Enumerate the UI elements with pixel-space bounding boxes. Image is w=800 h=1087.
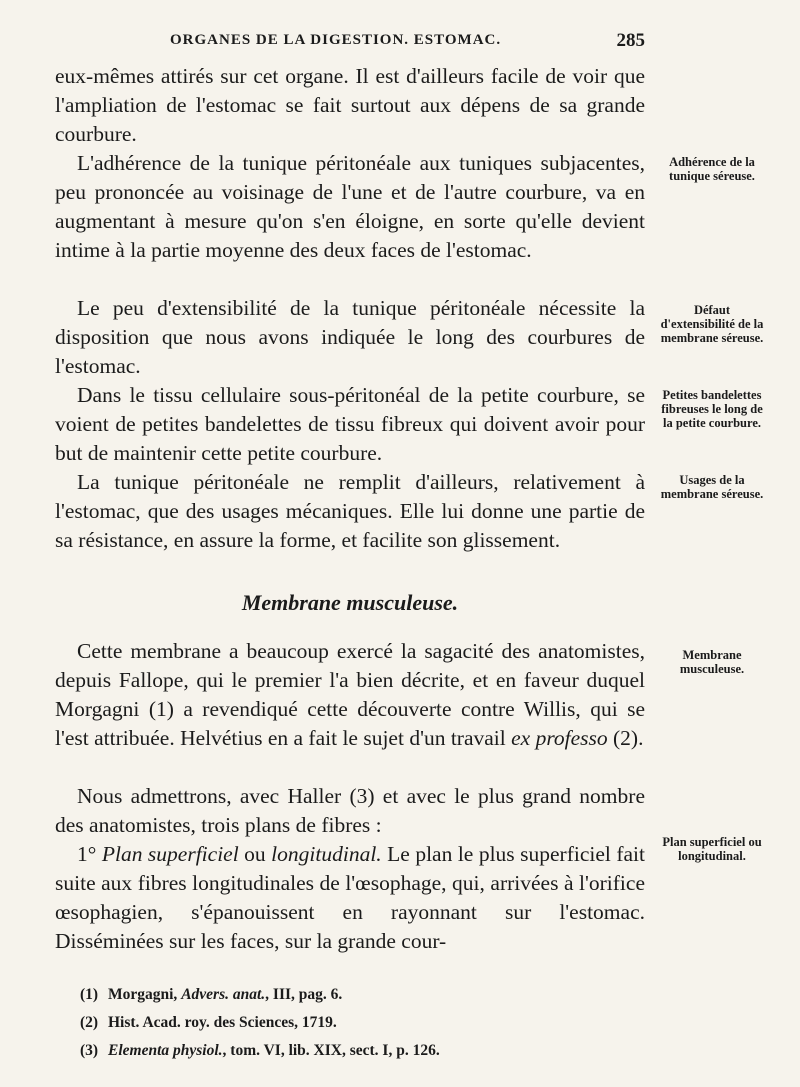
margin-note-usages: Usages de la membrane séreuse. xyxy=(660,473,764,501)
paragraph-bandelettes: Dans le tissu cellulaire sous-péritonéal de la petite courbure, se voient de petites bandelettes de tissu fibreux qui doivent avoir pour but de maintenir cette petite courbure. xyxy=(55,383,645,465)
page-header xyxy=(170,30,645,54)
italic-longitudinal: longitudinal. xyxy=(271,842,382,866)
margin-note-plan-superficiel: Plan superficiel ou longitudinal. xyxy=(662,835,762,863)
margin-note-musculeuse: Membrane musculeuse. xyxy=(679,648,745,676)
plan-number: 1° xyxy=(77,842,102,866)
footnotes xyxy=(80,984,650,1068)
paragraph-continuation: eux-mêmes attirés sur cet organe. Il est d'ailleurs facile de voir que l'ampliation de l'estomac se fait surtout aux dépens de sa grande courbure. xyxy=(55,64,645,146)
margin-note-extensibility: Défaut d'extensibilité de la membrane séreuse. xyxy=(660,303,764,345)
paragraph-plans: Nous admettrons, avec Haller (3) et avec le plus grand nombre des anatomistes, trois plans de fibres : xyxy=(55,784,645,837)
footnote: (3) Elementa physiol., tom. VI, lib. XIX, sect. I, p. 126. xyxy=(80,1042,440,1059)
section-title: Membrane musculeuse. xyxy=(241,590,459,615)
paragraph-musculeuse xyxy=(55,637,645,753)
paragraph-usages: La tunique péritonéale ne remplit d'ailleurs, relativement à l'estomac, que des usages mécaniques. Elle lui donne une partie de sa résistance, en assure la forme, et facilite son glissement. xyxy=(55,470,645,552)
footnote: (2) Hist. Acad. roy. des Sciences, 1719. xyxy=(80,1014,337,1031)
paragraph-plan-superficiel xyxy=(55,840,645,956)
page-number: 285 xyxy=(616,30,645,51)
conj-ou: ou xyxy=(238,842,272,866)
italic-plan-superficiel: Plan superficiel xyxy=(101,842,239,866)
paragraph-musculeuse-tail: (2). xyxy=(607,726,644,750)
paragraph-musculeuse-text: Cette membrane a beaucoup exercé la sagacité des anatomistes, depuis Fallope, qui le premier l'a bien décrite, et en faveur duquel Morgagni (1) a revendiqué cette découverte contre Willis, qui se l'est attribuée. Helvétius en a fait le sujet d'un travail xyxy=(55,639,645,750)
footnote: (1) Morgagni, Advers. anat., III, pag. 6. xyxy=(80,986,343,1003)
margin-note-bandelettes: Petites bandelettes fibreuses le long de la petite courbure. xyxy=(661,388,763,430)
paragraph-plan-text: Le plan le plus superficiel fait suite aux fibres longitudinales de l'œsophage, qui, arrivées à l'orifice œsophagien, s'épanouissent en rayonnant sur l'estomac. Disséminées sur les faces, sur la grande cour- xyxy=(55,842,646,953)
italic-ex-professo: ex professo xyxy=(511,726,608,750)
margin-note-adherence: Adhérence de la tunique séreuse. xyxy=(669,155,755,183)
running-title: ORGANES DE LA DIGESTION. ESTOMAC. xyxy=(170,32,502,48)
paragraph-adherence: L'adhérence de la tunique péritonéale aux tuniques subjacentes, peu prononcée au voisinage de l'une et de l'autre courbure, va en augmentant à mesure qu'on s'en éloigne, en sorte qu'elle devient intime à la partie moyenne des deux faces de l'estomac. xyxy=(55,151,645,262)
paragraph-extensibility: Le peu d'extensibilité de la tunique péritonéale nécessite la disposition que nous avons indiquée le long des courbures de l'estomac. xyxy=(55,296,645,378)
